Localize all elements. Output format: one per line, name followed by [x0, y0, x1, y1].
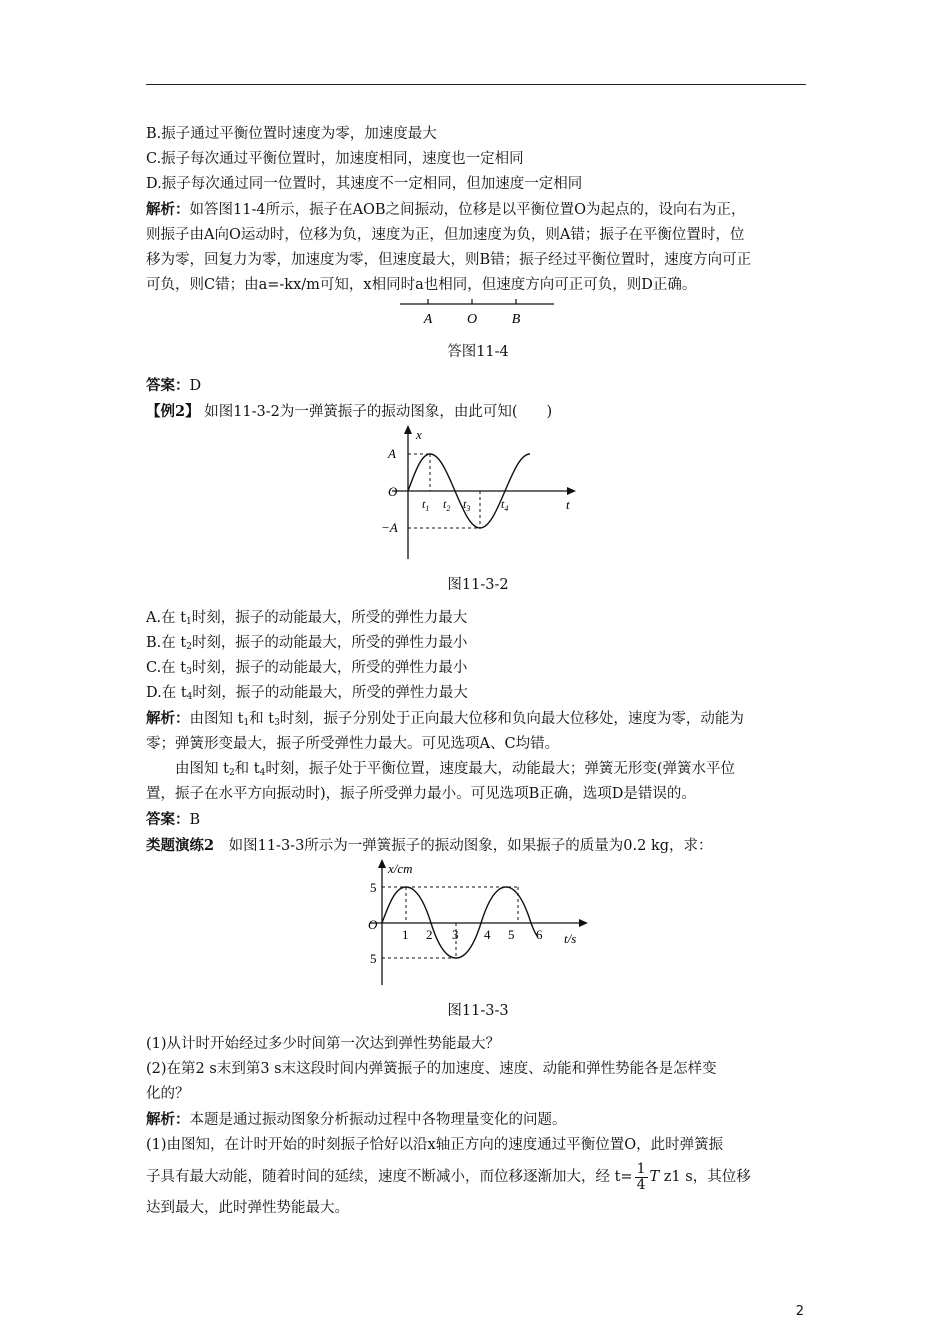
option2-b: B.在 $t_2$时刻，振子的动能最大，所受的弹性力最小 — [146, 635, 468, 652]
caption-11-3-3: 图11-3-3 — [447, 1003, 509, 1019]
caption-11-3-2: 图11-3-2 — [447, 577, 509, 593]
t-tick-4: 4 — [484, 927, 491, 942]
y-label-5-top: 5 — [370, 880, 377, 895]
figure-11-3-3 — [368, 859, 588, 987]
page-content — [146, 122, 810, 1221]
example-label: 【例2】 — [146, 403, 200, 420]
t2-label: t — [443, 497, 447, 511]
header-rule — [146, 84, 806, 85]
option-c: C.振子每次通过平衡位置时，加速度相同，速度也一定相同 — [146, 151, 524, 167]
t1-label: t — [422, 497, 426, 511]
t2-sub: 2 — [446, 504, 451, 513]
t3-label: t — [463, 497, 467, 511]
analysis-2-line-4: 置，振子在水平方向振动时)，振子所受弹力最小。可见选项B正确，选项D是错误的。 — [146, 786, 696, 802]
t-tick-2: 2 — [426, 927, 433, 942]
svg-text:t3 — [463, 497, 470, 513]
analysis-3-line-1: 解析：本题是通过振动图象分析振动过程中各物理量变化的问题。 — [146, 1111, 567, 1128]
svg-text:t2 — [443, 497, 450, 513]
option2-c: C.在 $t_3$时刻，振子的动能最大，所受的弹性力最小 — [146, 660, 468, 677]
analysis-label: 解析： — [146, 201, 190, 218]
t-tick-1: 1 — [402, 927, 409, 942]
axis-y-label-2: x/cm — [388, 861, 413, 876]
origin-label-2: O — [368, 917, 378, 932]
y-label-5-bottom: 5 — [370, 951, 377, 966]
y-label-neg-a: −A — [381, 520, 398, 535]
t-tick-5: 5 — [508, 927, 515, 942]
axis-x-label: t — [566, 497, 570, 512]
analysis-3-line-2: (1)由图知，在计时开始的时刻振子恰好以沿x轴正方向的速度通过平衡位置O，此时弹簧振 — [146, 1137, 724, 1153]
answer-1 — [146, 373, 810, 399]
option2-d: D.在 $t_4$时刻，振子的动能最大，所受的弹性力最大 — [146, 685, 468, 702]
axis-y-label: x — [416, 427, 422, 442]
analysis-2-line-3: 由图知 $t_2$和 $t_4$时刻，振子处于平衡位置，速度最大，动能最大；弹簧无形变(弹簧水平位 — [175, 761, 735, 778]
question-2b: 化的？ — [146, 1086, 190, 1102]
example-text: 如图11-3-2为一弹簧振子的振动图象，由此可知( ) — [199, 404, 553, 420]
t-tick-3: 3 — [452, 927, 459, 942]
answer-value: D — [189, 378, 202, 394]
fraction-quarter: $\frac{1}{4}$ — [636, 1160, 646, 1193]
analysis-2-line-1: 解析：由图知 $t_1$和 $t_3$时刻，振子分别处于正向最大位移和负向最大位移处，速度为零，动能为 — [146, 710, 744, 728]
analysis-1-line-3: 移为零，回复力为零，加速度为零，但速度最大，则B错；振子经过平衡位置时，速度方向可正 — [146, 252, 752, 268]
question-2a: (2)在第2 s末到第3 s末这段时间内弹簧振子的加速度、速度、动能和弹性势能各是怎样变 — [146, 1061, 717, 1077]
t4-label: t — [501, 497, 505, 511]
svg-text:t4 — [501, 497, 508, 513]
t3-sub: 3 — [466, 504, 471, 513]
t4-sub: 4 — [504, 504, 509, 513]
label-a: A — [423, 312, 433, 327]
practice-2-heading: 类题演练2 如图11-3-3所示为一弹簧振子的振动图象，如果振子的质量为0.2 kg，求： — [146, 837, 713, 854]
y-label-a: A — [388, 446, 396, 461]
analysis-1-line-2: 则振子由A向O运动时，位移为负，速度为正，但加速度为负，则A错；振子在平衡位置时，位 — [146, 227, 745, 243]
answer-2: 答案：B — [146, 811, 201, 828]
example-2-heading — [146, 399, 810, 425]
analysis-text: 如答图11-4所示，振子在AOB之间振动，位移是以平衡位置O为起点的，设向右为正， — [189, 202, 746, 218]
option-b: B.振子通过平衡位置时速度为零，加速度最大 — [146, 126, 437, 142]
svg-text:t1 — [422, 497, 429, 513]
question-1: (1)从计时开始经过多少时间第一次达到弹性势能最大？ — [146, 1036, 501, 1052]
figure-aob-line — [398, 298, 558, 328]
label-b: B — [511, 312, 521, 327]
label-o: O — [466, 312, 478, 327]
analysis-3-line-3: 子具有最大动能，随着时间的延续，速度不断减小，而位移逐渐加大，经 t= $\frac{1}{4}$ T z1 s，其位移 — [146, 1160, 751, 1193]
analysis-1-line-4: 可负，则C错；由a=-kx/m可知，x相同时a也相同，但速度方向可正可负，则D正确。 — [146, 277, 697, 293]
analysis-2-line-2: 零；弹簧形变最大，振子所受弹性力最大。可见选项A、C均错。 — [146, 736, 560, 752]
figure-11-3-2 — [378, 425, 578, 561]
axis-x-label-2: t/s — [564, 931, 577, 946]
caption-aob: 答图11-4 — [447, 344, 509, 360]
analysis-3-line-4: 达到最大，此时弹性势能最大。 — [146, 1200, 349, 1216]
t-tick-6: 6 — [536, 927, 543, 942]
option-d: D.振子每次通过同一位置时，其速度不一定相同，但加速度一定相同 — [146, 176, 583, 192]
answer-label: 答案： — [146, 377, 190, 394]
analysis-1-line-1 — [146, 197, 810, 223]
option2-a: A.在 $t_1$时刻，振子的动能最大，所受的弹性力最大 — [146, 610, 468, 627]
t1-sub: 1 — [425, 504, 430, 513]
origin-label: O — [388, 484, 398, 499]
page-number: 2 — [795, 1304, 804, 1319]
